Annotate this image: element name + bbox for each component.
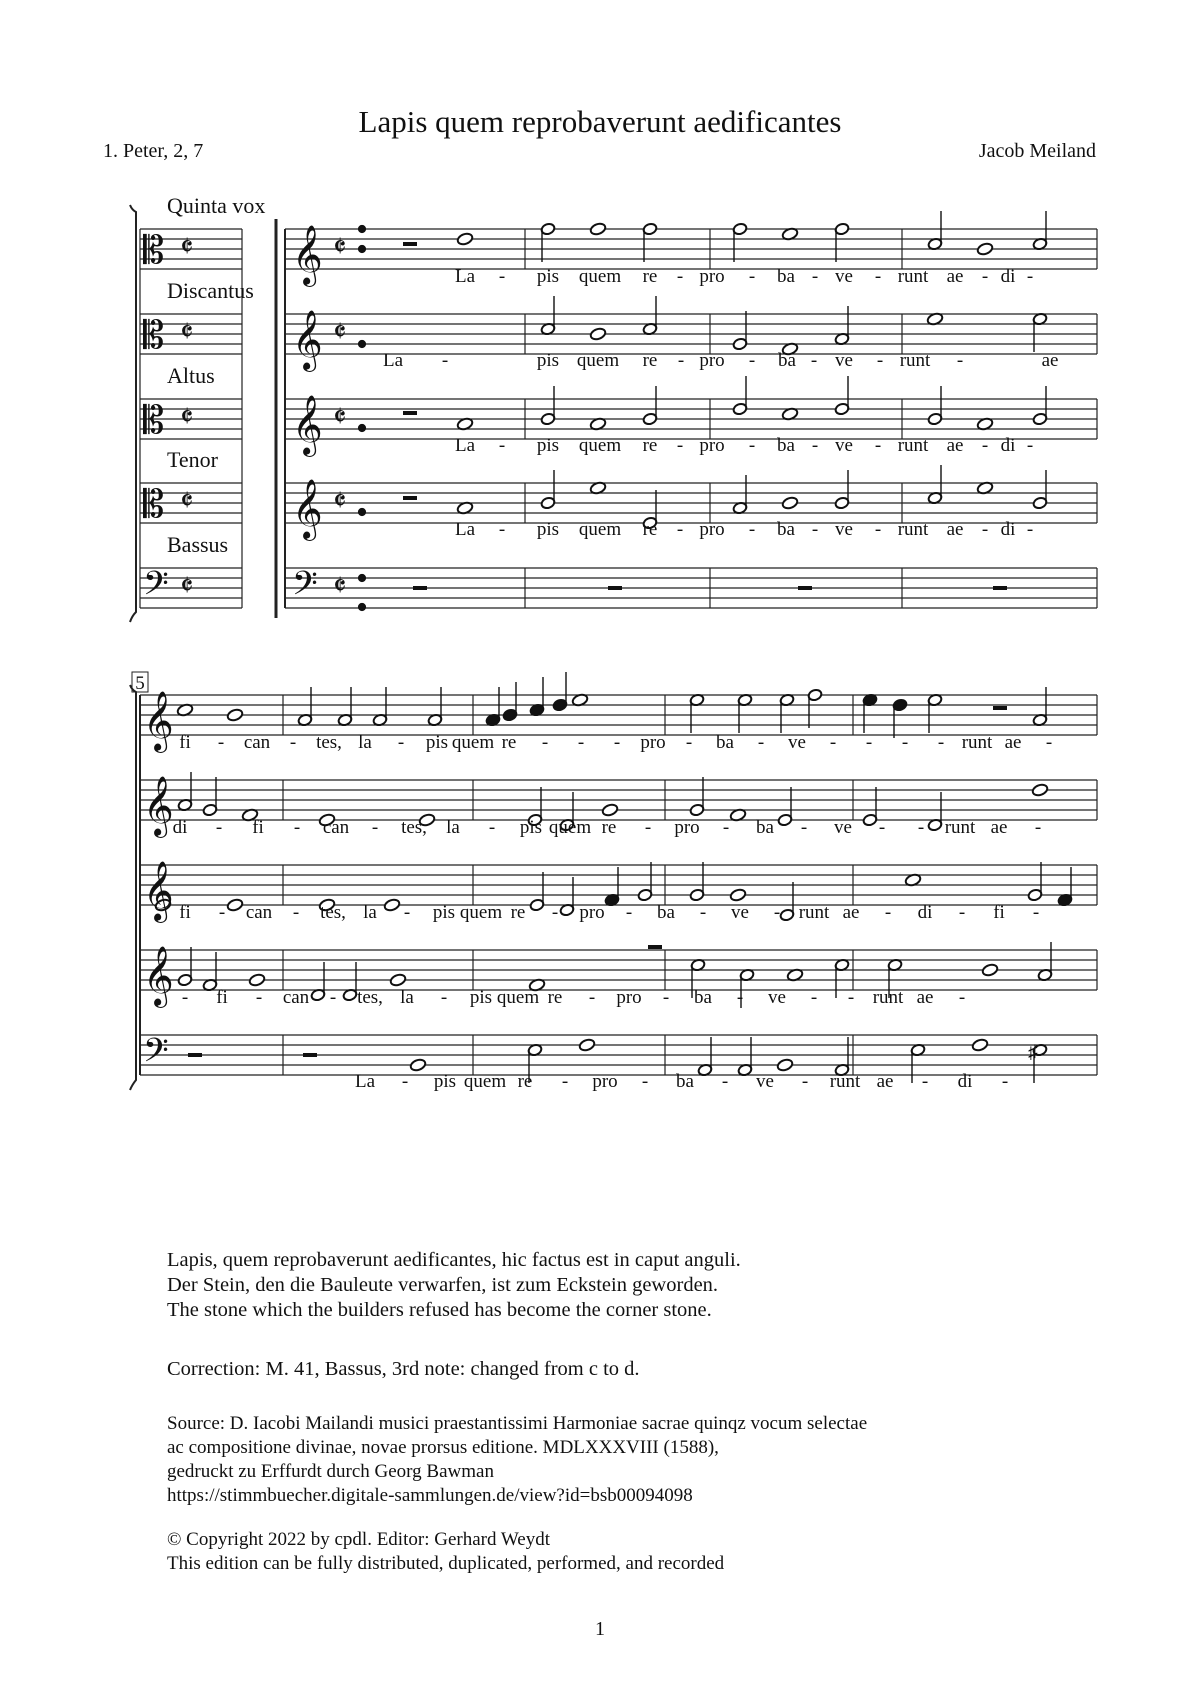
lyric-syllable: - <box>1034 817 1042 838</box>
lyric-syllable: - <box>736 987 744 1008</box>
note-head <box>589 327 606 341</box>
lyric-syllable: - <box>810 350 818 371</box>
rest <box>648 945 662 949</box>
lyric-syllable: quem <box>576 350 620 371</box>
lyric-syllable: re <box>642 435 658 456</box>
lyric-syllable: fi <box>993 902 1005 923</box>
lyric-syllable: re <box>501 732 517 753</box>
lyric-syllable: ba <box>777 435 795 456</box>
cut-time-icon: 𝄵 <box>180 570 194 603</box>
voice-name-altus: Altus <box>167 363 215 388</box>
lyric-syllable: ae <box>1004 732 1022 753</box>
lyric-syllable: pis <box>536 519 560 540</box>
lyric-syllable: ae <box>876 1071 894 1092</box>
lyric-syllable: - <box>773 902 781 923</box>
lyric-syllable: fi <box>179 732 191 753</box>
lyric-syllable: - <box>1026 435 1034 456</box>
sharp-accidental-icon: ♯ <box>1028 1042 1038 1063</box>
voice-name-tenor: Tenor <box>167 447 218 472</box>
lyric-syllable: - <box>181 987 189 1008</box>
lyric-syllable: La <box>454 435 476 456</box>
lyric-syllable: pis <box>519 817 543 838</box>
lyric-syllable: di <box>172 817 188 838</box>
lyric-syllable: - <box>1026 266 1034 287</box>
lyric-syllable: - <box>865 732 873 753</box>
lyric-syllable: ve <box>731 902 749 923</box>
c-clef-icon: 𝄡 <box>143 315 165 357</box>
lyric-syllable: - <box>958 902 966 923</box>
lyric-syllable: la <box>400 987 414 1008</box>
lyric-syllable: La <box>454 519 476 540</box>
lyric-syllable: La <box>454 266 476 287</box>
text-latin: Lapis, quem reprobaverunt aedificantes, hic factus est in caput anguli. <box>167 1249 741 1271</box>
lyric-syllable: tes, <box>401 817 427 838</box>
lyric-syllable: - <box>721 1071 729 1092</box>
note-head <box>781 496 798 510</box>
lyric-syllable: fi <box>216 987 228 1008</box>
page-title: Lapis quem reprobaverunt aedificantes <box>358 104 842 139</box>
lyric-syllable: - <box>1001 1071 1009 1092</box>
lyric-syllable: pro <box>699 266 725 287</box>
cut-time-icon: 𝄵 <box>180 401 194 434</box>
lyric-syllable: ae <box>842 902 860 923</box>
treble-clef-icon: 𝄞 <box>292 481 323 538</box>
bass-clef-icon: 𝄢 <box>143 1032 169 1077</box>
lyric-syllable: - <box>488 817 496 838</box>
lyric-syllable: - <box>613 732 621 753</box>
lyric-syllable: pis <box>536 266 560 287</box>
note-head <box>981 963 998 977</box>
lyric-syllable: - <box>255 987 263 1008</box>
lyric-syllable: ve <box>756 1071 774 1092</box>
lyric-syllable: fi <box>179 902 191 923</box>
lyric-syllable: - <box>757 732 765 753</box>
lyric-syllable: ae <box>946 435 964 456</box>
lyric-syllable: - <box>800 817 808 838</box>
treble-clef-icon: 𝄞 <box>143 778 174 835</box>
lyric-syllable: - <box>874 266 882 287</box>
lyric-syllable: ve <box>834 817 852 838</box>
treble-clef-icon: 𝄞 <box>292 397 323 454</box>
lyric-syllable: - <box>748 435 756 456</box>
lyric-syllable: - <box>901 732 909 753</box>
rest <box>608 586 622 590</box>
lyric-syllable: quem <box>548 817 592 838</box>
lyric-syllable: - <box>641 1071 649 1092</box>
lyric-syllable: quem <box>578 435 622 456</box>
bass-clef-icon: 𝄢 <box>292 565 318 610</box>
lyric-syllable: - <box>1026 519 1034 540</box>
lyric-syllable: quem <box>463 1071 507 1092</box>
lyric-syllable: - <box>625 902 633 923</box>
lyric-syllable: - <box>218 902 226 923</box>
c-clef-icon: 𝄡 <box>143 484 165 526</box>
note-head <box>358 340 365 347</box>
lyric-syllable: - <box>811 435 819 456</box>
composer-name: Jacob Meiland <box>978 140 1096 162</box>
lyric-syllable: - <box>874 435 882 456</box>
lyric-syllable: - <box>958 987 966 1008</box>
lyric-syllable: ba <box>756 817 774 838</box>
lyric-syllable: runt <box>944 817 976 838</box>
lyric-syllable: La <box>354 1071 376 1092</box>
lyric-syllable: - <box>677 350 685 371</box>
lyric-syllable: - <box>1045 732 1053 753</box>
c-clef-icon: 𝄡 <box>143 400 165 442</box>
lyric-syllable: - <box>292 902 300 923</box>
treble-clef-icon: 𝄞 <box>292 312 323 369</box>
lyric-syllable: re <box>517 1071 533 1092</box>
lyric-syllable: pis <box>536 435 560 456</box>
cut-time-icon: 𝄵 <box>180 485 194 518</box>
lyric-syllable: runt <box>897 435 929 456</box>
text-english: The stone which the builders refused has become the corner stone. <box>167 1299 712 1321</box>
rest <box>798 586 812 590</box>
source-url[interactable]: https://stimmbuecher.digitale-sammlungen.de/view?id=bsb00094098 <box>167 1485 693 1506</box>
source-line-1: Source: D. Iacobi Mailandi musici praestantissimi Harmoniae sacrae quinqz vocum selectae <box>167 1413 868 1434</box>
lyric-syllable: can <box>243 732 271 753</box>
lyric-syllable: - <box>498 266 506 287</box>
lyric-syllable: - <box>748 350 756 371</box>
note-head <box>589 222 606 236</box>
cut-time-icon: 𝄵 <box>333 316 347 349</box>
note-head <box>776 1058 793 1072</box>
lyric-syllable: - <box>981 266 989 287</box>
note-head <box>358 574 365 581</box>
lyric-syllable: can <box>322 817 350 838</box>
note-head <box>971 1038 988 1052</box>
lyric-syllable: ve <box>788 732 806 753</box>
lyric-syllable: - <box>577 732 585 753</box>
note-head <box>456 232 473 246</box>
lyric-syllable: - <box>371 817 379 838</box>
note-head <box>409 1058 426 1072</box>
lyric-syllable: ba <box>778 350 796 371</box>
lyric-syllable: pro <box>592 1071 618 1092</box>
lyric-syllable: ae <box>946 266 964 287</box>
lyric-syllable: - <box>878 817 886 838</box>
lyric-syllable: pro <box>616 987 642 1008</box>
lyric-syllable: ba <box>777 519 795 540</box>
treble-clef-icon: 𝄞 <box>143 948 174 1005</box>
lyric-syllable: - <box>293 817 301 838</box>
note-head <box>226 898 243 912</box>
lyric-syllable: la <box>363 902 377 923</box>
lyric-syllable: can <box>282 987 310 1008</box>
lyric-syllable: - <box>811 519 819 540</box>
lyric-syllable: - <box>498 435 506 456</box>
lyric-syllable: pis <box>469 987 493 1008</box>
lyric-syllable: - <box>876 350 884 371</box>
lyric-syllable: ve <box>835 266 853 287</box>
lyric-syllable: ae <box>946 519 964 540</box>
lyric-syllable: - <box>847 987 855 1008</box>
lyric-syllable: - <box>397 732 405 753</box>
lyric-syllable: - <box>676 519 684 540</box>
lyric-syllable: pro <box>699 519 725 540</box>
note-head <box>976 242 993 256</box>
lyric-syllable: - <box>874 519 882 540</box>
lyric-syllable: - <box>722 817 730 838</box>
rest <box>993 586 1007 590</box>
voice-name-bassus: Bassus <box>167 532 229 557</box>
lyric-syllable: di <box>917 902 933 923</box>
lyric-syllable: ae <box>1041 350 1059 371</box>
text-german: Der Stein, den die Bauleute verwarfen, ist zum Eckstein geworden. <box>167 1274 719 1296</box>
lyric-syllable: tes, <box>357 987 383 1008</box>
lyric-syllable: re <box>642 266 658 287</box>
lyric-syllable: pro <box>674 817 700 838</box>
lyric-syllable: - <box>217 732 225 753</box>
note-head <box>226 708 243 722</box>
lyric-syllable: - <box>588 987 596 1008</box>
lyric-syllable: - <box>329 987 337 1008</box>
lyric-syllable: - <box>981 435 989 456</box>
rest <box>188 1053 202 1057</box>
copyright-line-2: This edition can be fully distributed, duplicated, performed, and recorded <box>167 1553 725 1574</box>
lyric-syllable: - <box>215 817 223 838</box>
note-head <box>389 973 406 987</box>
lyric-syllable: - <box>401 1071 409 1092</box>
note-head <box>601 803 618 817</box>
rest <box>403 496 417 500</box>
lyric-syllable: - <box>441 350 449 371</box>
lyric-syllable: ae <box>990 817 1008 838</box>
treble-clef-icon: 𝄞 <box>143 693 174 750</box>
lyric-syllable: tes, <box>316 732 342 753</box>
lyric-syllable: pro <box>640 732 666 753</box>
lyric-syllable: - <box>551 902 559 923</box>
source-line-2: ac compositione divinae, novae prorsus editione. MDLXXXVIII (1588), <box>167 1437 719 1458</box>
page-number: 1 <box>595 1618 605 1640</box>
lyric-syllable: ve <box>835 519 853 540</box>
lyric-syllable: - <box>810 987 818 1008</box>
lyric-syllable: ve <box>835 435 853 456</box>
lyric-syllable: - <box>748 519 756 540</box>
lyric-syllable: re <box>642 350 658 371</box>
lyric-syllable: - <box>884 902 892 923</box>
lyric-syllable: quem <box>578 266 622 287</box>
rest <box>403 411 417 415</box>
lyric-syllable: re <box>510 902 526 923</box>
lyric-syllable: - <box>289 732 297 753</box>
lyric-syllable: re <box>601 817 617 838</box>
lyric-syllable: - <box>676 266 684 287</box>
incipit-bracket <box>130 205 136 622</box>
lyric-syllable: ve <box>768 987 786 1008</box>
scripture-reference: 1. Peter, 2, 7 <box>103 140 204 162</box>
lyric-syllable: pis <box>425 732 449 753</box>
lyric-syllable: ae <box>916 987 934 1008</box>
lyric-syllable: - <box>403 902 411 923</box>
lyric-syllable: - <box>440 987 448 1008</box>
note-head <box>358 603 365 610</box>
voice-name-quinta-vox: Quinta vox <box>167 193 266 218</box>
voice-name-discantus: Discantus <box>167 278 254 303</box>
cut-time-icon: 𝄵 <box>333 231 347 264</box>
lyric-syllable: ba <box>716 732 734 753</box>
lyric-syllable: - <box>676 435 684 456</box>
source-line-3: gedruckt zu Erffurdt durch Georg Bawman <box>167 1461 494 1482</box>
lyric-syllable: di <box>957 1071 973 1092</box>
lyric-syllable: ba <box>676 1071 694 1092</box>
lyric-syllable: La <box>382 350 404 371</box>
lyric-syllable: - <box>956 350 964 371</box>
lyric-syllable: quem <box>496 987 540 1008</box>
rest <box>413 586 427 590</box>
lyric-syllable: re <box>547 987 563 1008</box>
lyric-syllable: la <box>358 732 372 753</box>
c-clef-icon: 𝄡 <box>143 230 165 272</box>
copyright-line-1: © Copyright 2022 by cpdl. Editor: Gerhard Weydt <box>167 1529 550 1550</box>
lyric-syllable: - <box>921 1071 929 1092</box>
correction-note: Correction: M. 41, Bassus, 3rd note: changed from c to d. <box>167 1358 640 1380</box>
lyric-syllable: quem <box>459 902 503 923</box>
lyric-syllable: di <box>1000 435 1016 456</box>
lyric-syllable: - <box>685 732 693 753</box>
lyric-syllable: runt <box>899 350 931 371</box>
lyric-syllable: ba <box>694 987 712 1008</box>
cut-time-icon: 𝄵 <box>333 485 347 518</box>
note-head <box>358 225 365 232</box>
note-head <box>578 1038 595 1052</box>
lyric-syllable: tes, <box>320 902 346 923</box>
note-head <box>358 424 365 431</box>
treble-clef-icon: 𝄞 <box>292 227 323 284</box>
lyric-syllable: runt <box>872 987 904 1008</box>
note-head <box>358 508 365 515</box>
lyric-syllable: runt <box>897 266 929 287</box>
cut-time-icon: 𝄵 <box>333 570 347 603</box>
cut-time-icon: 𝄵 <box>180 316 194 349</box>
lyric-syllable: - <box>498 519 506 540</box>
lyric-syllable: - <box>829 732 837 753</box>
lyric-syllable: - <box>561 1071 569 1092</box>
cut-time-icon: 𝄵 <box>333 401 347 434</box>
lyric-syllable: pis <box>432 902 456 923</box>
note-head <box>383 898 400 912</box>
lyric-syllable: ba <box>777 266 795 287</box>
lyric-syllable: runt <box>897 519 929 540</box>
lyric-syllable: pis <box>433 1071 457 1092</box>
lyric-syllable: - <box>811 266 819 287</box>
lyric-syllable: quem <box>578 519 622 540</box>
note-head <box>248 973 265 987</box>
lyric-syllable: runt <box>961 732 993 753</box>
lyric-syllable: pro <box>699 350 725 371</box>
system-bracket <box>130 685 136 1090</box>
lyric-syllable: - <box>644 817 652 838</box>
note-head <box>729 888 746 902</box>
lyric-syllable: - <box>662 987 670 1008</box>
lyric-syllable: pro <box>699 435 725 456</box>
lyric-syllable: - <box>699 902 707 923</box>
lyric-syllable: quem <box>451 732 495 753</box>
lyric-syllable: - <box>917 817 925 838</box>
lyric-syllable: ve <box>835 350 853 371</box>
lyric-syllable: re <box>642 519 658 540</box>
note-head <box>1031 783 1048 797</box>
lyric-syllable: ba <box>657 902 675 923</box>
lyric-syllable: - <box>541 732 549 753</box>
lyric-syllable: - <box>937 732 945 753</box>
measure-number: 5 <box>135 673 145 694</box>
lyric-syllable: can <box>245 902 273 923</box>
cut-time-icon: 𝄵 <box>180 231 194 264</box>
lyric-syllable: di <box>1000 519 1016 540</box>
bass-clef-icon: 𝄢 <box>143 565 169 610</box>
lyric-syllable: fi <box>252 817 264 838</box>
lyric-syllable: - <box>1032 902 1040 923</box>
treble-clef-icon: 𝄞 <box>143 863 174 920</box>
lyric-syllable: - <box>801 1071 809 1092</box>
lyric-syllable: la <box>446 817 460 838</box>
lyric-syllable: runt <box>829 1071 861 1092</box>
lyric-syllable: - <box>981 519 989 540</box>
lyric-syllable: - <box>748 266 756 287</box>
rest <box>403 242 417 246</box>
lyric-syllable: pro <box>579 902 605 923</box>
lyric-syllable: pis <box>536 350 560 371</box>
rest <box>993 706 1007 710</box>
lyric-syllable: runt <box>798 902 830 923</box>
lyric-syllable: di <box>1000 266 1016 287</box>
rest <box>303 1053 317 1057</box>
note-head <box>358 245 365 252</box>
